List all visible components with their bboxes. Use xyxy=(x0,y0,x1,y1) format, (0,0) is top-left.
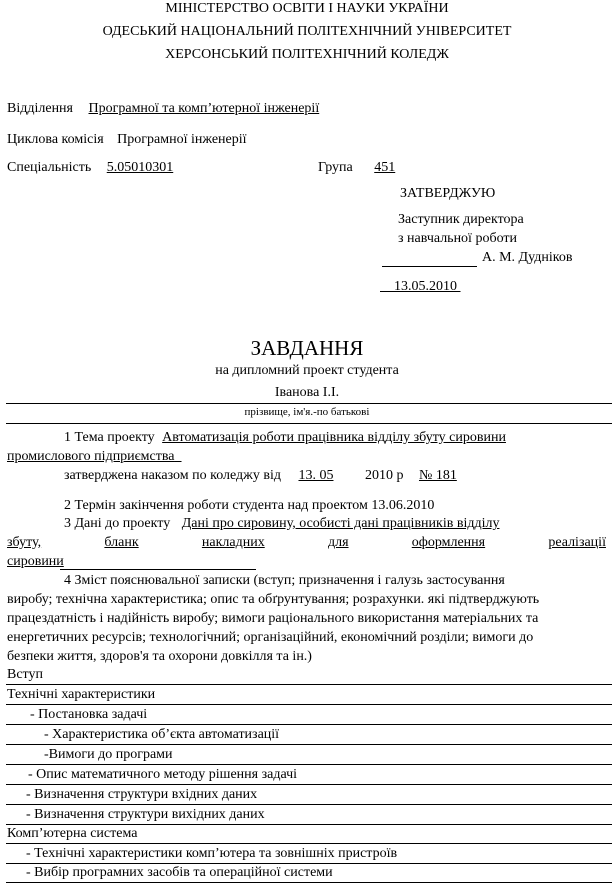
university-line: ОДЕСЬКИЙ НАЦІОНАЛЬНИЙ ПОЛІТЕХНІЧНИЙ УНІВЕРСИТЕТ xyxy=(102,24,512,39)
contents-item: - Опис математичного методу рішення задачі xyxy=(28,767,298,782)
word: бланк xyxy=(104,535,139,550)
item3-text-a: Дані про сировину, особисті дані працівників відділу xyxy=(181,516,500,531)
college-line: ХЕРСОНСЬКИЙ ПОЛІТЕХНІЧНИЙ КОЛЕДЖ xyxy=(165,47,449,62)
item1-order xyxy=(64,468,457,484)
contents-item: - Характеристика об’єкта автоматизації xyxy=(44,727,280,742)
name-caption: прізвище, ім'я.-по батькові xyxy=(244,406,370,418)
student-name: Іванова І.І. xyxy=(274,385,340,400)
caption-line xyxy=(6,423,612,424)
rule xyxy=(6,824,612,825)
order-number: № 181 xyxy=(418,468,457,483)
item3-label: 3 Дані до проекту xyxy=(64,516,171,531)
order-label: затверджена наказом по коледжу від xyxy=(64,468,281,483)
group-value: 451 xyxy=(374,160,396,175)
contents-item: - Постановка задачі xyxy=(30,707,148,722)
contents-item: - Вибір програмних засобів та операційної системи xyxy=(26,865,333,880)
group-row xyxy=(318,160,395,176)
rule xyxy=(6,843,612,844)
name-line xyxy=(6,403,612,404)
commission-value: Програмної інженерії xyxy=(117,132,247,147)
task-title: ЗАВДАННЯ xyxy=(250,336,364,360)
item1-label: 1 Тема проекту xyxy=(64,430,155,445)
rule xyxy=(6,684,612,685)
approval-role-1: Заступник директора xyxy=(398,212,524,227)
contents-item: -Вимоги до програми xyxy=(44,747,173,762)
order-date: 13. 05 xyxy=(298,468,334,483)
item3-line-a xyxy=(64,516,499,532)
contents-item: - Технічні характеристики комп’ютера та зовнішніх пристроїв xyxy=(26,846,398,861)
department-value: Програмної та комп’ютерної інженерії xyxy=(88,101,320,116)
item4-line-2: виробу; технічна характеристика; опис та обґрунтування; розрахунки. які підтверджують xyxy=(7,592,540,607)
contents-item: - Визначення структури вихідних даних xyxy=(26,807,265,822)
order-year: 2010 р xyxy=(364,468,404,483)
approval-role-2: з навчальної роботи xyxy=(398,231,517,246)
item4-line-3: працездатність і надійність виробу; вимоги раціонального використання матеріальних та xyxy=(7,611,539,626)
item1-line-b xyxy=(7,449,182,465)
word: накладних xyxy=(201,535,265,550)
item2-deadline: 2 Термін закінчення роботи студента над проектом 13.06.2010 xyxy=(64,498,435,513)
item3-text-c: сировини xyxy=(7,554,64,569)
ministry-line: МІНІСТЕРСТВО ОСВІТИ І НАУКИ УКРАЇНИ xyxy=(165,1,449,16)
approval-signer: А. М. Дудніков xyxy=(482,250,573,265)
commission-label: Циклова комісія xyxy=(7,132,104,147)
item3-line-c xyxy=(7,554,64,570)
rule xyxy=(6,764,612,765)
item1-topic-a: Автоматизація роботи працівника відділу збуту сировини xyxy=(162,430,506,445)
department-row xyxy=(7,101,319,117)
group-label: Група xyxy=(318,160,353,175)
task-subtitle: на дипломний проект студента xyxy=(215,363,399,378)
rule xyxy=(6,724,612,725)
rule xyxy=(6,784,612,785)
contents-item: - Визначення структури вхідних даних xyxy=(26,787,258,802)
specialty-label: Спеціальність xyxy=(7,160,92,175)
word: реалізації xyxy=(548,535,606,550)
rule xyxy=(6,804,612,805)
item1-topic-b: промислового підприємства xyxy=(7,449,175,464)
rule xyxy=(6,744,612,745)
item4-line-5: безпеки життя, здоров'я та охорони довкілля та ін.) xyxy=(7,649,312,664)
signature-line xyxy=(382,266,477,267)
item4-line-4: енергетичних ресурсів; технологічний; організаційний, економічний розділи; вимоги до xyxy=(7,630,534,645)
item4-line-1 xyxy=(64,573,606,589)
approval-title: ЗАТВЕРДЖУЮ xyxy=(400,186,496,201)
word: збуту, xyxy=(7,535,42,550)
specialty-value: 5.05010301 xyxy=(106,160,174,175)
item1-line-a xyxy=(64,430,506,446)
item3-line-b xyxy=(7,535,606,551)
commission-row xyxy=(7,132,247,148)
specialty-row xyxy=(7,160,173,176)
approval-date: 13.05.2010 xyxy=(394,279,457,294)
rule xyxy=(6,704,612,705)
department-label: Відділення xyxy=(7,101,73,116)
word: для xyxy=(327,535,349,550)
rule xyxy=(6,863,612,864)
contents-item: Вступ xyxy=(7,667,43,682)
contents-item: Комп’ютерна система xyxy=(7,826,138,841)
item4-text: 4 Зміст пояснювальної записки (вступ; призначення і галузь застосування xyxy=(64,573,505,588)
contents-item: Технічні характеристики xyxy=(7,687,156,702)
word: оформлення xyxy=(411,535,486,550)
item3-underline xyxy=(60,569,256,570)
